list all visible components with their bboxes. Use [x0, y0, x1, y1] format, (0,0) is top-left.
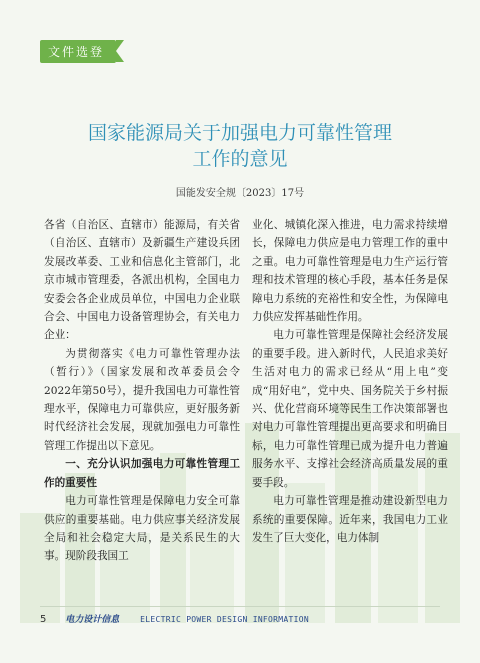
- title-line-2: 工作的意见: [192, 148, 288, 170]
- body-paragraph: 电力可靠性管理是推动建设新型电力系统的重要保障。近年来，我国电力工业发生了巨大变化，电力体制: [252, 495, 448, 544]
- section-tag: 文件选登: [40, 40, 116, 63]
- document-number: 国能发安全规〔2023〕17号: [175, 188, 305, 199]
- body-paragraph: 电力可靠性管理是保障电力安全可靠供应的重要基础。电力供应事关经济发展全局和社会稳定大局，是关系民生的大事。现阶段我国工: [44, 495, 240, 563]
- magazine-english-name: ELECTRIC POWER DESIGN INFORMATION: [140, 615, 309, 624]
- title-line-1: 国家能源局关于加强电力可靠性管理: [87, 122, 392, 144]
- right-column: [252, 216, 448, 547]
- section-heading-1: 一、充分认识加强电力可靠性管理工作的重要性: [44, 458, 240, 489]
- body-paragraph: 电力可靠性管理是保障社会经济发展的重要手段。进入新时代，人民追求美好生活对电力的需求已经从“用上电”变成“用好电”，党中央、国务院关于乡村振兴、优化营商环境等民生工作决策部署也对电力可靠性管理提出更高要求和明确目标，电力可靠性管理已成为提升电力普遍服务水平、支撑社会经济高质量发展的重要手段。: [252, 329, 448, 489]
- body-paragraph-continued: 业化、城镇化深入推进，电力需求持续增长，保障电力供应是电力管理工作的重中之重。电力可靠性管理是电力生产运行管理和技术管理的核心手段，基本任务是保障电力系统的充裕性和安全性，为保障电力供应发挥基础性作用。: [252, 219, 448, 324]
- page-number: 5: [40, 614, 47, 625]
- left-column: [44, 216, 240, 566]
- footer-divider: [40, 606, 440, 607]
- document-title: [30, 120, 450, 172]
- intro-paragraph: 为贯彻落实《电力可靠性管理办法（暂行）》（国家发展和改革委员会令2022年第50号），提升我国电力可靠性管理水平，保障电力可靠供应，更好服务新时代经济社会发展，现就加强电力可靠性管理工作提出以下意见。: [44, 347, 240, 452]
- salutation-paragraph: 各省（自治区、直辖市）能源局，有关省（自治区、直辖市）及新疆生产建设兵团发展改革委、工业和信息化主管部门，北京市城市管理委，各派出机构，全国电力安委会各企业成员单位，中国电力企业联合会、中国电力设备管理协会，有关电力企业：: [44, 219, 240, 342]
- page-footer: [40, 612, 309, 625]
- magazine-name: 电力设计信息: [65, 615, 120, 625]
